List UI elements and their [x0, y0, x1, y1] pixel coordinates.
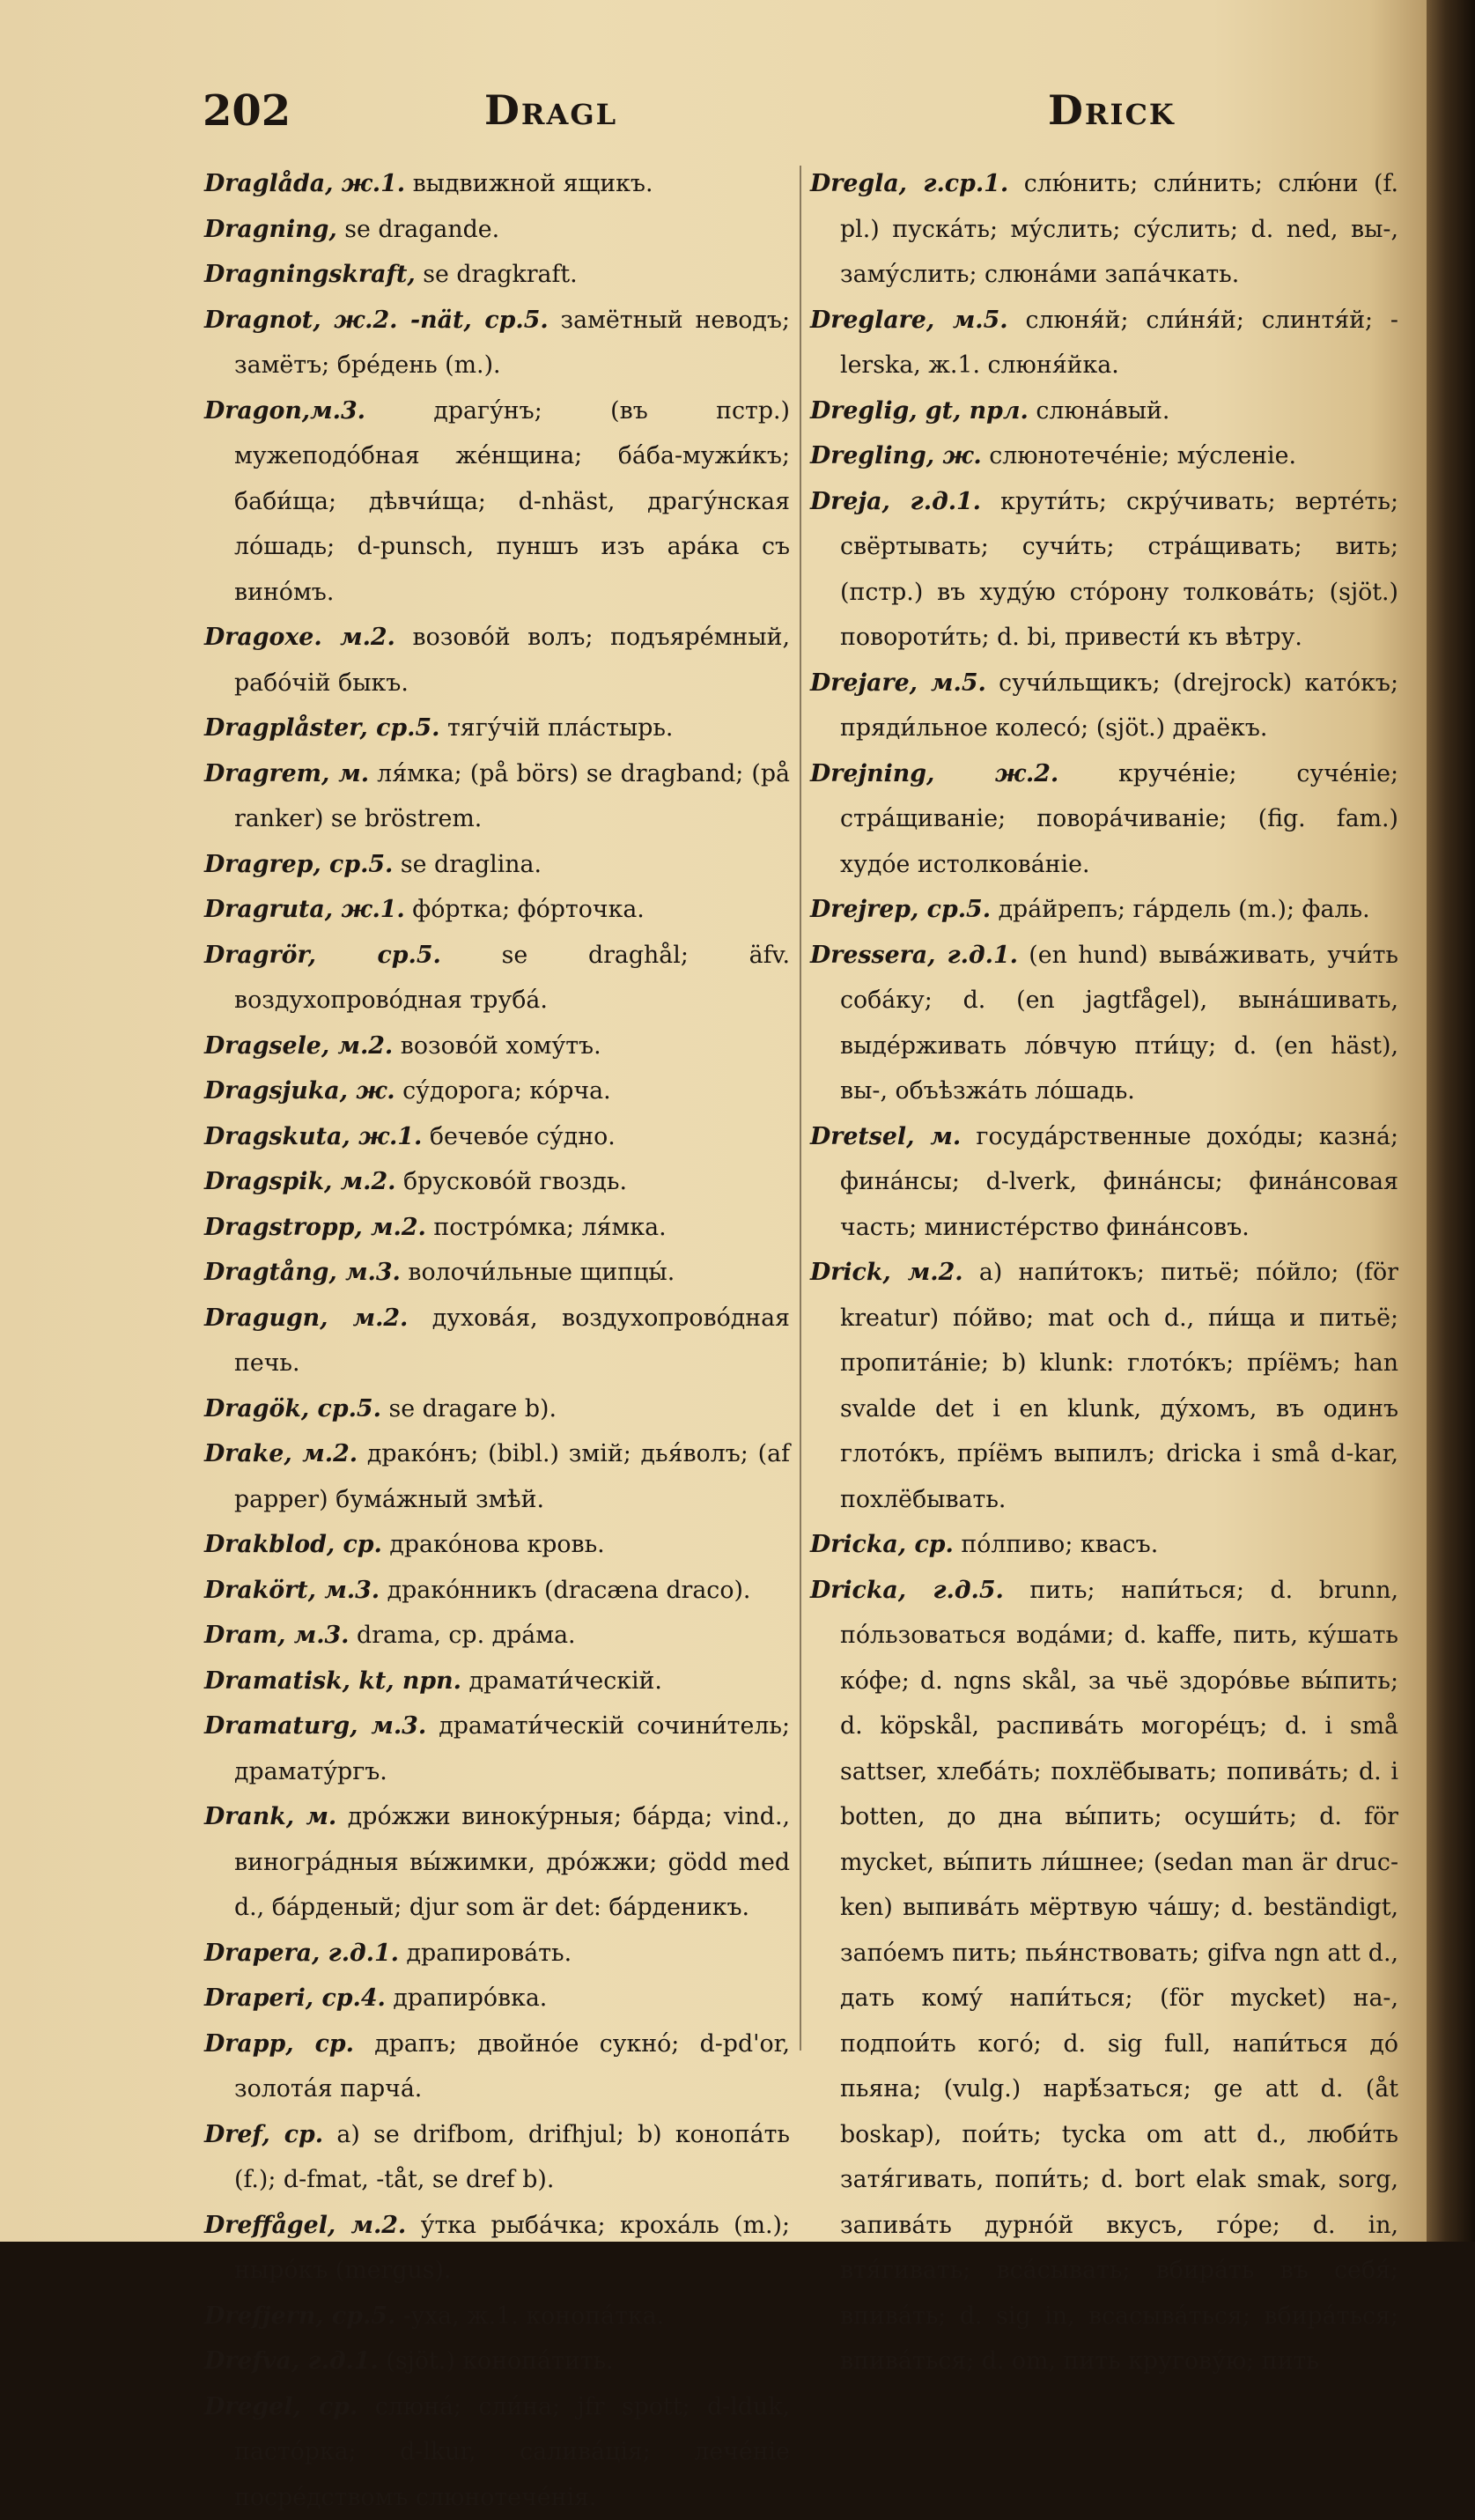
dictionary-entry	[204, 1024, 790, 1069]
dictionary-entry	[810, 661, 1398, 751]
entry-definition: se dragande.	[344, 216, 499, 243]
dictionary-entry	[204, 706, 790, 751]
entry-headword: Drejare, м.5.	[810, 669, 986, 697]
entry-headword: Dragruta, ж.1.	[204, 896, 405, 923]
dictionary-entry	[204, 933, 790, 1024]
entry-headword: Dregling, ж.	[810, 442, 982, 469]
entry-definition: se draglina.	[401, 851, 542, 878]
dictionary-entry	[204, 1659, 790, 1704]
dictionary-entry	[810, 933, 1398, 1114]
entry-definition: драко́нникъ (dracæna draco).	[387, 1577, 751, 1604]
dictionary-entry	[810, 751, 1398, 888]
dictionary-entry	[204, 2112, 790, 2203]
dictionary-entry	[204, 2203, 790, 2294]
dictionary-entry	[204, 2294, 790, 2339]
entry-definition: drama, ср. дра́ма.	[357, 1622, 576, 1649]
dictionary-entry	[204, 1431, 790, 1522]
column-divider	[800, 166, 801, 2051]
entry-definition: сучи́льщикъ; (drejrock) като́къ; пряди́льное колесо́; (sjöt.) драёкъ.	[840, 669, 1398, 743]
entry-headword: Dragon,м.3.	[204, 397, 365, 425]
entry-definition: -yxa, ж.1. конопа́тка.	[403, 2302, 664, 2330]
entry-headword: Dragning,	[204, 216, 337, 243]
dictionary-entry	[204, 751, 790, 842]
entry-headword: Drake, м.2.	[204, 1440, 358, 1467]
dictionary-entry	[204, 1114, 790, 1160]
entry-headword: Dramatisk, kt, прп.	[204, 1667, 461, 1695]
entry-headword: Dragsjuka, ж.	[204, 1077, 395, 1105]
entry-definition: драгу́нъ; (въ пcтр.) мужеподо́бная же́нщина; ба́ба-мужи́къ; баби́ща; дѣвчи́ща; d-nhäst, драгу́нская ло́шадь; d-punsch, пуншъ изъ ара́ка съ вино́мъ.	[234, 397, 790, 606]
dictionary-entry	[204, 2021, 790, 2112]
entry-definition: возово́й волъ; подъяре́мный, рабо́чій быкъ.	[234, 624, 790, 697]
entry-headword: Dragskuta, ж.1.	[204, 1123, 422, 1150]
entry-definition: se dragkraft.	[423, 261, 577, 288]
entry-definition: se dragare b).	[388, 1395, 557, 1423]
entry-headword: Drejrep, ср.5.	[810, 896, 991, 923]
dictionary-entry	[204, 887, 790, 933]
entry-definition: se draghål; äfv. воздухопрово́дная труба́.	[234, 942, 790, 1015]
entry-definition: драко́нова кровь.	[389, 1531, 604, 1558]
entry-headword: Dramaturg, м.3.	[204, 1712, 426, 1740]
entry-headword: Dragspik, м.2.	[204, 1168, 395, 1195]
entry-definition: a) se drifbom, drifhjul; b) конопа́ть (f.); d-fmat, -tåt, se dref b).	[234, 2121, 790, 2194]
entry-headword: Dragrep, ср.5.	[204, 851, 393, 878]
entry-headword: Dreglare, м.5.	[810, 307, 1008, 334]
dictionary-entry	[810, 433, 1398, 479]
dictionary-entry	[204, 1296, 790, 1386]
entry-headword: Drapera, г.д.1.	[204, 1940, 399, 1967]
entry-definition: госуда́рственные дохо́ды; казна́; фина́нсы; d-lverk, фина́нсы; фина́нсовая часть; министе́рство фина́нсовъ.	[840, 1123, 1398, 1241]
entry-headword: Drefjern, ср.5.	[204, 2302, 395, 2330]
entry-definition: слю́нить; сли́нить; слю́ни (f. pl.) пуска́ть; му́слить; су́слить; d. ned, вы-, заму́слить; слюна́ми запа́чкать.	[840, 170, 1398, 288]
entry-headword: Dregla, г.ср.1.	[810, 170, 1008, 197]
dictionary-entry	[204, 1250, 790, 1296]
dictionary-entry	[204, 2384, 790, 2520]
entry-definition: (sjöt.) конопа́тить.	[386, 2347, 613, 2375]
dictionary-entry	[204, 298, 790, 388]
entry-headword: Dragningskraft,	[204, 261, 416, 288]
entry-definition: драпиро́вка.	[393, 1984, 547, 2012]
dictionary-entry	[810, 298, 1398, 388]
entry-definition: круче́ніе; суче́ніе; стра́щиваніе; повора́чиваніе; (fig. fam.) худо́е истолкова́ніе.	[840, 760, 1398, 878]
entry-headword: Dreja, г.д.1.	[810, 488, 981, 515]
entry-headword: Drejning, ж.2.	[810, 760, 1058, 787]
entry-headword: Dressera, г.д.1.	[810, 942, 1018, 969]
entry-definition: дра́йрепъ; га́рдель (m.); фаль.	[999, 896, 1370, 923]
entry-headword: Dragrem, м.	[204, 760, 369, 787]
dictionary-entry	[204, 1794, 790, 1931]
entry-definition: драмати́ческій.	[468, 1667, 661, 1695]
dictionary-entry	[204, 161, 790, 207]
entry-definition: слюня́й; сли́ня́й; слинтя́й; -lerska, ж.1. слюня́йка.	[840, 307, 1398, 380]
dictionary-entry	[810, 479, 1398, 661]
entry-headword: Dragstropp, м.2.	[204, 1214, 426, 1241]
dictionary-entry	[810, 887, 1398, 933]
entry-headword: Dretsel, м.	[810, 1123, 961, 1150]
running-head-right: Drick	[1048, 86, 1176, 134]
entry-definition: (en hund) выва́живать, учи́ть соба́ку; d. (en jagtfågel), вына́шивать, выде́рживать ло́вчую пти́цу; d. (en häst), вы-, объѣзжа́ть ло́шадь.	[840, 942, 1398, 1105]
entry-definition: a) напи́токъ; питьё; по́йло; (för kreatur) по́йво; mat och d., пи́ща и питьё; пропита́ніе; b) klunk: глото́къ; прі́ёмъ; han svalde det i en klunk, ду́хомъ, въ одинъ глото́къ, прі́ёмъ выпилъ; dricka i små d-kar, похлёбывать.	[840, 1259, 1398, 1513]
entry-definition: пить; напи́ться; d. brunn, по́льзоваться вода́ми; d. kaffe, пить, ку́шать ко́фе; d. ngns skål, за чьё здоро́вье вы́пить; d. köpskål, распива́ть могоре́цъ; d. i små sattser, хлеба́ть; похлёбывать; попива́ть; d. i botten, до дна вы́пить; осуши́ть; d. för mycket, вы́пить ли́шнее; (sedan man är drucken) выпива́ть мёртвую ча́шу; d. beständigt, запо́емъ пить; пья́нствовать; gifva ngn att d., дать кому́ напи́ться; (för mycket) на-, подпои́ть кого́; d. sig full, напи́ться до́ пьяна; (vulg.) нарѣ́заться; ge att d. (åt boskap), пои́ть; tycka om att d., люби́ть затя́гивать, попи́ть; d. bort elak smak, sorg, запива́ть дурно́й вкусъ, го́ре; d. in, втя́гивать; вса́сывать; вбира́ть въ себя́; впива́ть; d. sig in, всасыва́ться; вбира́ться; впива́ться; d. om, пить кругову́ю; пить	[840, 1577, 1398, 2376]
entry-headword: Dragtång, м.3.	[204, 1259, 401, 1286]
dictionary-entry	[810, 1568, 1398, 2384]
entry-definition: постро́мка; ля́мка.	[433, 1214, 666, 1241]
dictionary-entry	[204, 842, 790, 888]
entry-headword: Dricka, ср.	[810, 1531, 954, 1558]
entry-definition: бечево́е су́дно.	[430, 1123, 616, 1150]
dictionary-entry	[204, 1205, 790, 1251]
dictionary-entry	[204, 1568, 790, 1614]
entry-headword: Dricka, г.д.5.	[810, 1577, 1004, 1604]
entry-headword: Dreffågel, м.2.	[204, 2212, 406, 2239]
entry-definition: возово́й хому́тъ.	[401, 1032, 601, 1060]
running-head-left: Dragl	[484, 86, 617, 134]
dictionary-entry	[204, 207, 790, 253]
dictionary-entry	[204, 1068, 790, 1114]
entry-definition: по́лпиво; квасъ.	[961, 1531, 1158, 1558]
dictionary-entry	[810, 1250, 1398, 1522]
entry-headword: Dragök, ср.5.	[204, 1395, 381, 1423]
entry-headword: Dragnot, ж.2. -nät, ср.5.	[204, 307, 549, 334]
dictionary-entry	[810, 1522, 1398, 1568]
entry-headword: Drakblod, ср.	[204, 1531, 382, 1558]
left-column	[204, 161, 790, 2520]
entry-definition: су́дорога; ко́рча.	[402, 1077, 611, 1105]
entry-definition: крути́ть; скру́чивать; верте́ть; свёртывать; сучи́ть; стра́щивать; вить; (пстр.) въ худу́ю сто́рону толкова́ть; (sjöt.) повороти́ть; d. bi, привести́ къ вѣтру.	[840, 488, 1398, 652]
dictionary-entry	[204, 1522, 790, 1568]
dictionary-entry	[204, 1159, 790, 1205]
entry-headword: Dram, м.3.	[204, 1622, 350, 1649]
entry-definition: фо́ртка; фо́рточка.	[412, 896, 645, 923]
entry-definition: драмати́ческій сочини́тель; драмату́ргъ.	[234, 1712, 790, 1785]
entry-definition: у́тка рыба́чка; кроха́ль (m.); ныро́къ (mergus).	[234, 2212, 790, 2285]
dictionary-entry	[204, 1613, 790, 1659]
entry-headword: Drakört, м.3.	[204, 1577, 380, 1604]
dictionary-entry	[204, 1976, 790, 2021]
entry-headword: Dragsele, м.2.	[204, 1032, 393, 1060]
entry-headword: Drank, м.	[204, 1803, 336, 1830]
entry-headword: Dragplåster, ср.5.	[204, 714, 439, 742]
dictionary-entry	[204, 1386, 790, 1432]
entry-headword: Dref, ср.	[204, 2121, 323, 2148]
entry-headword: Drick, м.2.	[810, 1259, 963, 1286]
book-spine-edge	[1427, 0, 1475, 2242]
right-column	[810, 161, 1398, 2384]
page-number: 202	[203, 86, 291, 136]
entry-definition: дро́жжи винoку́рныя; ба́рда; vind., виногра́дныя вы́жимки, дро́жжи; gödd med d., ба́рденый; djur som är det: ба́рденикъ.	[234, 1803, 790, 1921]
dictionary-entry	[204, 1703, 790, 1794]
entry-definition: слюнотече́ніе; му́сленіе.	[989, 442, 1296, 469]
entry-headword: Dragrör, ср.5.	[204, 942, 441, 969]
dictionary-entry	[204, 615, 790, 706]
entry-definition: слюна́; сли́на; jfr spott; d-lduk, пасто́рка; d-lkur, салива́ція; лече́ніе посре́дствомъ слюнотече́нія.	[234, 2393, 790, 2511]
entry-definition: драпирова́ть.	[407, 1940, 572, 1967]
entry-headword: Drapp, ср.	[204, 2030, 354, 2058]
entry-definition: брусково́й гвоздь.	[403, 1168, 627, 1195]
dictionary-entry	[810, 388, 1398, 434]
dictionary-entry	[204, 2339, 790, 2384]
dictionary-entry	[810, 1114, 1398, 1251]
entry-headword: Dragoxe. м.2.	[204, 624, 395, 651]
entry-headword: Dreglig, gt, прл.	[810, 397, 1029, 425]
entry-definition: волочи́льные щипцы́.	[408, 1259, 675, 1286]
entry-headword: Dregel, ср.	[204, 2393, 358, 2420]
entry-definition: духова́я, воздухопрово́дная печь.	[234, 1304, 790, 1378]
entry-definition: выдвижной ящикъ.	[413, 170, 653, 197]
entry-headword: Dragugn, м.2.	[204, 1304, 408, 1332]
dictionary-entry	[204, 1931, 790, 1977]
entry-headword: Drefva, г.д.1.	[204, 2347, 379, 2375]
entry-definition: драпъ; двойно́е сукно́; d-pd'or, золота́я парча́.	[234, 2030, 790, 2103]
page-header	[203, 86, 1418, 148]
entry-definition: драко́нъ; (bibl.) змій; дья́волъ; (af papper) бума́жный змѣй.	[234, 1440, 790, 1513]
entry-definition: замётный неводъ; замётъ; бре́день (m.).	[234, 307, 790, 380]
entry-definition: ля́мка; (på börs) se dragband; (på ranker) se bröstrem.	[234, 760, 790, 833]
entry-definition: тягу́чій пла́стырь.	[447, 714, 673, 742]
dictionary-entry	[204, 252, 790, 298]
entry-definition: слюна́вый.	[1036, 397, 1169, 425]
dictionary-entry	[810, 161, 1398, 298]
entry-headword: Draglåda, ж.1.	[204, 170, 405, 197]
entry-headword: Draperi, ср.4.	[204, 1984, 386, 2012]
dictionary-entry	[204, 388, 790, 616]
